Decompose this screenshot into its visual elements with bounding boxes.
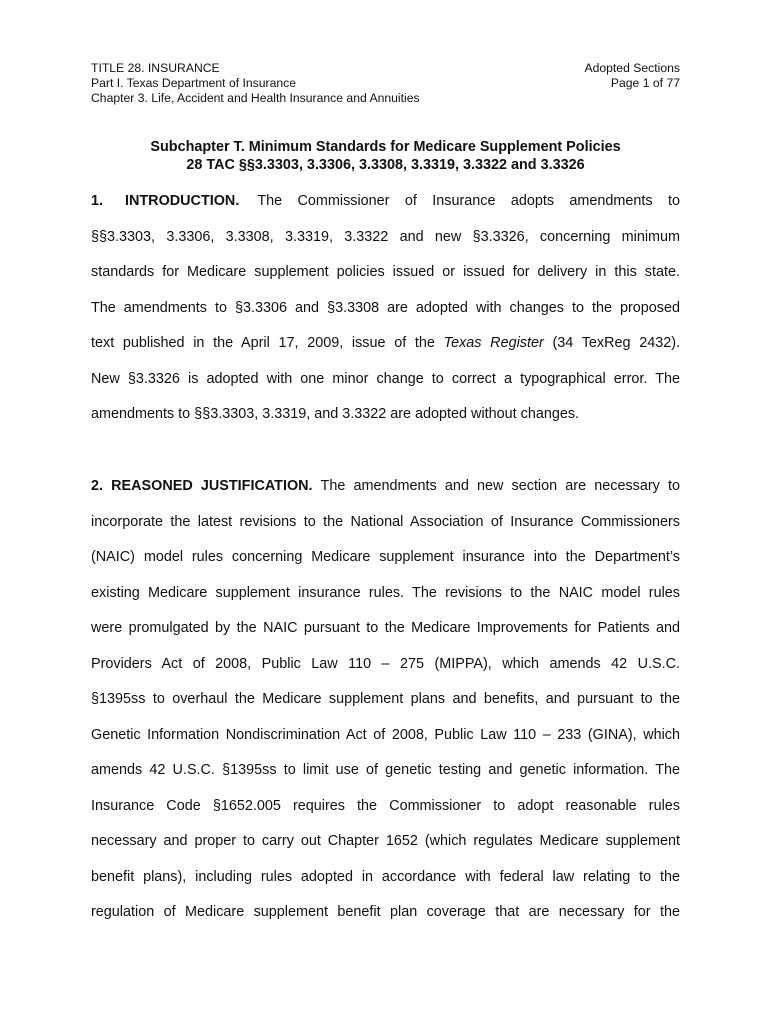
paragraph-line: were promulgated by the NAIC pursuant to the Medicare Improvements for Patients and [91, 620, 680, 636]
paragraph-line: New §3.3326 is adopted with one minor change to correct a typographical error. The [91, 370, 680, 387]
paragraph-line: Providers Act of 2008, Public Law 110 – 275 (MIPPA), which amends 42 U.S.C. [91, 655, 680, 672]
section-heading: INTRODUCTION. [125, 193, 240, 209]
header-part-line: Part I. Texas Department of Insurance [91, 76, 297, 90]
paragraph-line: Genetic Information Nondiscrimination Act of 2008, Public Law 110 – 233 (GINA), which [91, 726, 680, 743]
paragraph-line [91, 184, 680, 220]
section-introduction [91, 184, 680, 433]
header-adopted-sections: Adopted Sections [584, 61, 680, 75]
title-line-subchapter: Subchapter T. Minimum Standards for Medicare Supplement Policies [150, 139, 621, 155]
paragraph-text: The Commissioner of Insurance adopts amendments to [257, 193, 680, 209]
paragraph-line [91, 326, 680, 362]
paragraph-line: necessary and proper to carry out Chapter 1652 (which regulates Medicare supplement [91, 833, 680, 849]
publication-name: Texas Register [443, 335, 544, 351]
document-title [91, 138, 680, 174]
paragraph-line: existing Medicare supplement insurance rules. The revisions to the NAIC model rules [91, 584, 680, 601]
paragraph-line: standards for Medicare supplement policies issued or issued for delivery in this state. [91, 264, 680, 280]
paragraph-text: text published in the April 17, 2009, issue of the [91, 335, 444, 351]
paragraph-line: benefit plans), including rules adopted in accordance with federal law relating to the [91, 868, 680, 885]
paragraph-line: §§3.3303, 3.3306, 3.3308, 3.3319, 3.3322 and new §3.3326, concerning minimum [91, 228, 680, 245]
paragraph-line: regulation of Medicare supplement benefit plan coverage that are necessary for the [91, 904, 680, 920]
paragraph-line: amends 42 U.S.C. §1395ss to limit use of genetic testing and genetic information. The [91, 762, 680, 778]
paragraph-line: The amendments to §3.3306 and §3.3308 are adopted with changes to the proposed [91, 299, 680, 316]
paragraph-line: Insurance Code §1652.005 requires the Commissioner to adopt reasonable rules [91, 797, 680, 814]
paragraph-line: §1395ss to overhaul the Medicare supplement plans and benefits, and pursuant to the [91, 691, 680, 707]
header-left [91, 61, 511, 106]
paragraph-text: (34 TexReg 2432). [543, 335, 680, 351]
paragraph-line: amendments to §§3.3303, 3.3319, and 3.3322 are adopted without changes. [91, 406, 580, 422]
paragraph-line: (NAIC) model rules concerning Medicare supplement insurance into the Department’s [91, 549, 680, 565]
title-line-sections: 28 TAC §§3.3303, 3.3306, 3.3308, 3.3319, 3.3322 and 3.3326 [186, 157, 585, 173]
header-chapter-line: Chapter 3. Life, Accident and Health Insurance and Annuities [91, 91, 420, 105]
paragraph-line: incorporate the latest revisions to the National Association of Insurance Commissioners [91, 513, 680, 530]
section-number: 1. [91, 193, 104, 209]
section-reasoned-justification [91, 469, 680, 931]
section-heading: 2. REASONED JUSTIFICATION. [91, 478, 313, 494]
header-right [520, 61, 680, 91]
paragraph-line [91, 469, 680, 505]
paragraph-text: The amendments and new section are necessary to [320, 478, 680, 494]
header-page-number: Page 1 of 77 [610, 76, 680, 90]
header-title-line: TITLE 28. INSURANCE [91, 61, 220, 75]
